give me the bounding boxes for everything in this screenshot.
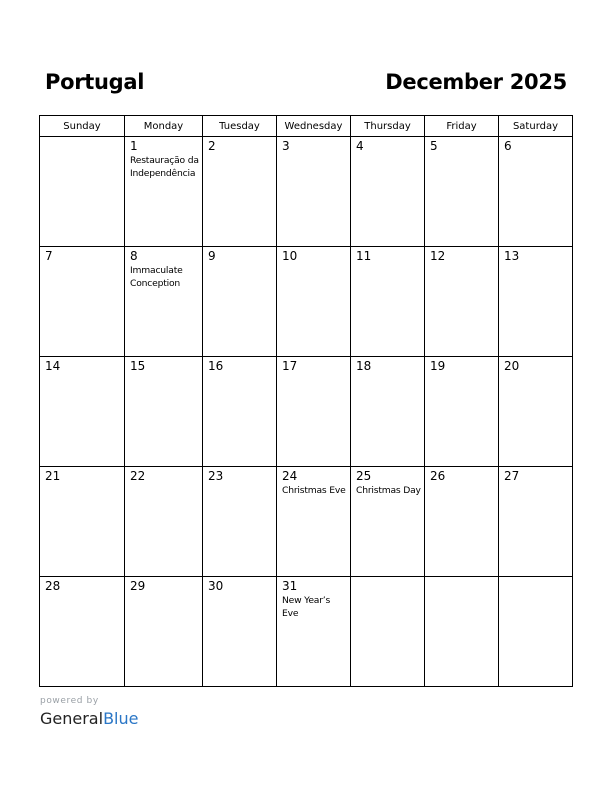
day-number: 1 — [130, 139, 138, 153]
holiday-label — [277, 153, 350, 154]
day-number: 2 — [208, 139, 216, 153]
holiday-label — [125, 373, 202, 374]
day-cell — [351, 577, 425, 687]
day-cell — [40, 137, 125, 247]
day-cell — [499, 247, 573, 357]
holiday-label — [125, 483, 202, 484]
day-cell — [277, 357, 351, 467]
week-row — [40, 137, 573, 247]
month-title: December 2025 — [385, 70, 567, 94]
country-title: Portugal — [45, 70, 145, 94]
weekday-header: Saturday — [499, 116, 573, 137]
weekday-header: Wednesday — [277, 116, 351, 137]
calendar-grid — [39, 115, 573, 687]
holiday-label: New Year’s Eve — [282, 595, 331, 619]
week-row — [40, 247, 573, 357]
day-cell — [125, 137, 203, 247]
day-cell — [425, 247, 499, 357]
holiday-label — [40, 263, 124, 264]
day-cell — [499, 137, 573, 247]
day-number: 20 — [504, 359, 520, 373]
holiday-label — [425, 263, 498, 264]
holiday-label — [203, 263, 276, 264]
day-cell — [203, 577, 277, 687]
weekday-header: Friday — [425, 116, 499, 137]
powered-by-text: powered by — [40, 696, 99, 706]
holiday-label — [425, 579, 498, 580]
weekday-header: Sunday — [40, 116, 125, 137]
day-number: 30 — [208, 579, 224, 593]
day-number: 12 — [430, 249, 446, 263]
holiday-label: Restauração da Independência — [130, 155, 199, 179]
holiday-label: Christmas Eve — [282, 485, 346, 496]
day-number: 17 — [282, 359, 298, 373]
holiday-label — [351, 263, 424, 264]
day-cell — [425, 137, 499, 247]
day-number: 8 — [130, 249, 138, 263]
holiday-label — [277, 263, 350, 264]
day-number: 23 — [208, 469, 224, 483]
weekday-header: Tuesday — [203, 116, 277, 137]
day-number: 29 — [130, 579, 146, 593]
week-row — [40, 357, 573, 467]
holiday-label — [425, 483, 498, 484]
day-number: 25 — [356, 469, 372, 483]
day-number: 28 — [45, 579, 61, 593]
day-cell — [277, 137, 351, 247]
holiday-label — [425, 153, 498, 154]
day-cell — [203, 467, 277, 577]
day-cell — [203, 357, 277, 467]
day-number: 14 — [45, 359, 61, 373]
day-number: 27 — [504, 469, 520, 483]
day-cell — [351, 247, 425, 357]
brand-general-text: General — [40, 709, 104, 728]
day-number: 4 — [356, 139, 364, 153]
day-number: 19 — [430, 359, 446, 373]
holiday-label — [499, 483, 572, 484]
weekday-header: Monday — [125, 116, 203, 137]
day-number: 5 — [430, 139, 438, 153]
day-cell — [125, 247, 203, 357]
holiday-label — [203, 153, 276, 154]
day-number: 3 — [282, 139, 290, 153]
holiday-label — [203, 483, 276, 484]
day-number: 16 — [208, 359, 224, 373]
day-cell — [425, 357, 499, 467]
holiday-label — [40, 139, 124, 140]
day-cell — [203, 247, 277, 357]
day-number: 6 — [504, 139, 512, 153]
holiday-label — [351, 153, 424, 154]
day-cell — [425, 467, 499, 577]
holiday-label — [203, 593, 276, 594]
day-number: 11 — [356, 249, 372, 263]
day-cell — [40, 357, 125, 467]
day-cell — [40, 467, 125, 577]
brand-logo — [40, 709, 138, 729]
calendar-body — [40, 137, 573, 687]
day-cell — [499, 467, 573, 577]
day-cell — [40, 247, 125, 357]
day-number: 13 — [504, 249, 520, 263]
day-cell — [277, 247, 351, 357]
weekday-header: Thursday — [351, 116, 425, 137]
day-cell — [499, 577, 573, 687]
day-cell — [351, 467, 425, 577]
weekday-header-row — [40, 116, 573, 137]
day-number: 21 — [45, 469, 61, 483]
holiday-label — [499, 373, 572, 374]
day-number: 9 — [208, 249, 216, 263]
day-cell — [125, 357, 203, 467]
footer-logo — [40, 696, 138, 729]
day-number: 26 — [430, 469, 446, 483]
day-number: 18 — [356, 359, 372, 373]
day-cell — [425, 577, 499, 687]
holiday-label — [125, 593, 202, 594]
day-cell — [351, 137, 425, 247]
day-cell — [351, 357, 425, 467]
holiday-label — [40, 483, 124, 484]
day-cell — [125, 577, 203, 687]
brand-blue-text: Blue — [103, 709, 139, 728]
holiday-label — [351, 579, 424, 580]
day-cell — [40, 577, 125, 687]
day-number: 24 — [282, 469, 298, 483]
holiday-label — [499, 153, 572, 154]
day-cell — [499, 357, 573, 467]
holiday-label: Immaculate Conception — [130, 265, 183, 289]
holiday-label — [499, 263, 572, 264]
day-cell — [203, 137, 277, 247]
day-cell — [277, 467, 351, 577]
week-row — [40, 577, 573, 687]
holiday-label — [499, 579, 572, 580]
day-number: 31 — [282, 579, 298, 593]
holiday-label — [277, 373, 350, 374]
day-number: 22 — [130, 469, 146, 483]
holiday-label — [40, 593, 124, 594]
day-cell — [125, 467, 203, 577]
day-number: 7 — [45, 249, 53, 263]
holiday-label: Christmas Day — [356, 485, 421, 496]
day-cell — [277, 577, 351, 687]
day-number: 10 — [282, 249, 298, 263]
holiday-label — [425, 373, 498, 374]
holiday-label — [203, 373, 276, 374]
holiday-label — [351, 373, 424, 374]
day-number: 15 — [130, 359, 146, 373]
week-row — [40, 467, 573, 577]
holiday-label — [40, 373, 124, 374]
